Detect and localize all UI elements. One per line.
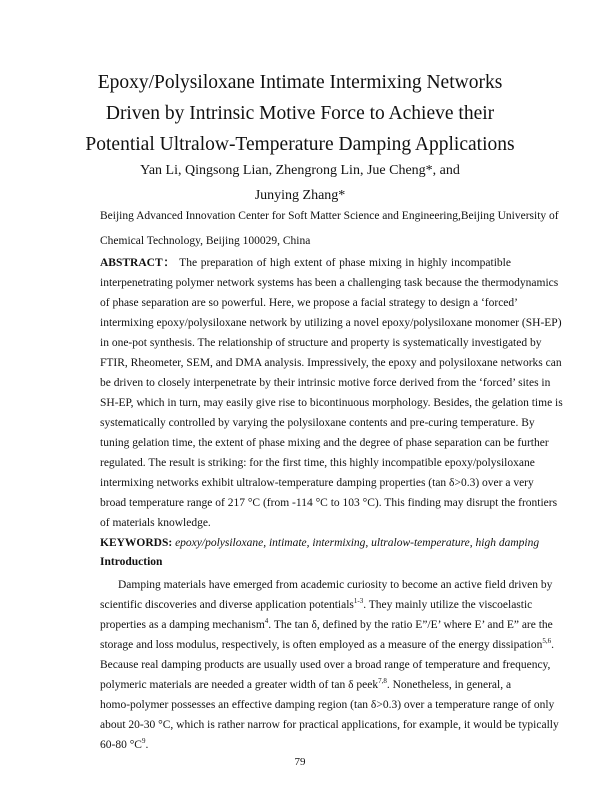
text-span: storage and loss modulus, respectively, is often employed as a measure of the energy dissipation xyxy=(100,639,543,651)
introduction-heading: Introduction xyxy=(100,556,163,568)
intro-paragraph-line: about 20-30 °C, which is rather narrow for practical applications, for example, it would be typically xyxy=(100,719,559,731)
intro-paragraph-line xyxy=(100,617,553,633)
citation: 4 xyxy=(264,617,269,626)
citation: 1-3 xyxy=(353,597,364,606)
intro-paragraph-line xyxy=(100,637,554,653)
text-span: 60-80 °C xyxy=(100,739,142,751)
paper-title-line-3: Potential Ultralow-Temperature Damping Applications xyxy=(85,134,515,155)
intro-paragraph-line: Damping materials have emerged from academic curiosity to become an active field driven by xyxy=(118,579,553,591)
abstract-line: interpenetrating polymer network systems has been a challenging task because the thermodynamics xyxy=(100,277,559,289)
text-span: . Nonetheless, in general, a xyxy=(386,679,512,691)
abstract-line xyxy=(100,256,511,271)
abstract-line: be driven to closely interpenetrate by their intrinsic motive force derived from the ‘forced’ sites in xyxy=(100,377,551,389)
text-span: . xyxy=(145,739,149,751)
citation: 5,6 xyxy=(542,637,552,646)
text-span: scientific discoveries and diverse application potentials xyxy=(100,599,354,611)
text-span: polymeric materials are needed a greater width of tan δ peek xyxy=(100,679,379,691)
abstract-line: FTIR, Rheometer, SEM, and DMA analysis. Impressively, the epoxy and polysiloxane networks can xyxy=(100,357,562,369)
keywords-text: epoxy/polysiloxane, intimate, intermixing, ultralow-temperature, high damping xyxy=(172,537,540,549)
abstract-label: ABSTRACT： xyxy=(100,257,176,269)
abstract-line: intermixing networks exhibit ultralow-temperature damping properties (tan δ>0.3) over a very xyxy=(100,477,534,489)
citation: 9 xyxy=(141,737,146,746)
abstract-line: systematically controlled by varying the polysiloxane contents and pre-curing temperature. By xyxy=(100,417,535,429)
page-number: 79 xyxy=(294,756,306,768)
paper-title-line-1: Epoxy/Polysiloxane Intimate Intermixing Networks xyxy=(97,72,503,93)
text-span: . The tan δ, defined by the ratio E”/E’ where E’ and E” are the xyxy=(268,619,553,631)
keywords-line xyxy=(100,536,540,551)
text-span: properties as a damping mechanism xyxy=(100,619,265,631)
abstract-line: SH-EP, which in turn, may easily give rise to bicontinuous morphology. Besides, the gelation time is xyxy=(100,397,563,409)
abstract-line: in one-pot synthesis. The relationship of structure and property is systematically investigated by xyxy=(100,337,542,349)
text-span: . xyxy=(551,639,554,651)
affiliation-line-2: Chemical Technology, Beijing 100029, China xyxy=(100,235,311,247)
affiliation-line-1: Beijing Advanced Innovation Center for Soft Matter Science and Engineering,Beijing University of xyxy=(100,210,559,222)
paper-title-line-2: Driven by Intrinsic Motive Force to Achieve their xyxy=(105,103,495,124)
abstract-line: of phase separation are so powerful. Here, we propose a facial strategy to design a ‘forced’ xyxy=(100,297,518,309)
abstract-line: of materials knowledge. xyxy=(100,517,211,529)
intro-paragraph-line: homo-polymer possesses an effective damping region (tan δ>0.3) over a temperature range of only xyxy=(100,699,555,711)
intro-paragraph-line: Because real damping products are usually used over a broad range of temperature and frequency, xyxy=(100,659,551,671)
text-span: . They mainly utilize the viscoelastic xyxy=(363,599,533,611)
abstract-line: regulated. The result is striking: for the first time, this highly incompatible epoxy/polysiloxane xyxy=(100,457,535,469)
intro-paragraph-line xyxy=(100,738,511,753)
intro-paragraph-line xyxy=(100,597,533,613)
abstract-text: The preparation of high extent of phase mixing in highly incompatible xyxy=(175,257,511,269)
author-list-line-1: Yan Li, Qingsong Lian, Zhengrong Lin, Jue Cheng*, and xyxy=(140,163,460,178)
author-list-line-2: Junying Zhang* xyxy=(254,188,346,203)
keywords-label: KEYWORDS: xyxy=(100,537,173,549)
abstract-line: broad temperature range of 217 °C (from -114 °C to 103 °C). This finding may disrupt the frontiers xyxy=(100,497,558,509)
abstract-line: tuning gelation time, the extent of phase mixing and the degree of phase separation can be further xyxy=(100,437,549,449)
abstract-line: intermixing epoxy/polysiloxane network by utilizing a novel epoxy/polysiloxane monomer (SH-EP) xyxy=(100,317,562,329)
intro-paragraph-line xyxy=(100,678,511,693)
citation: 7,8 xyxy=(378,677,387,686)
